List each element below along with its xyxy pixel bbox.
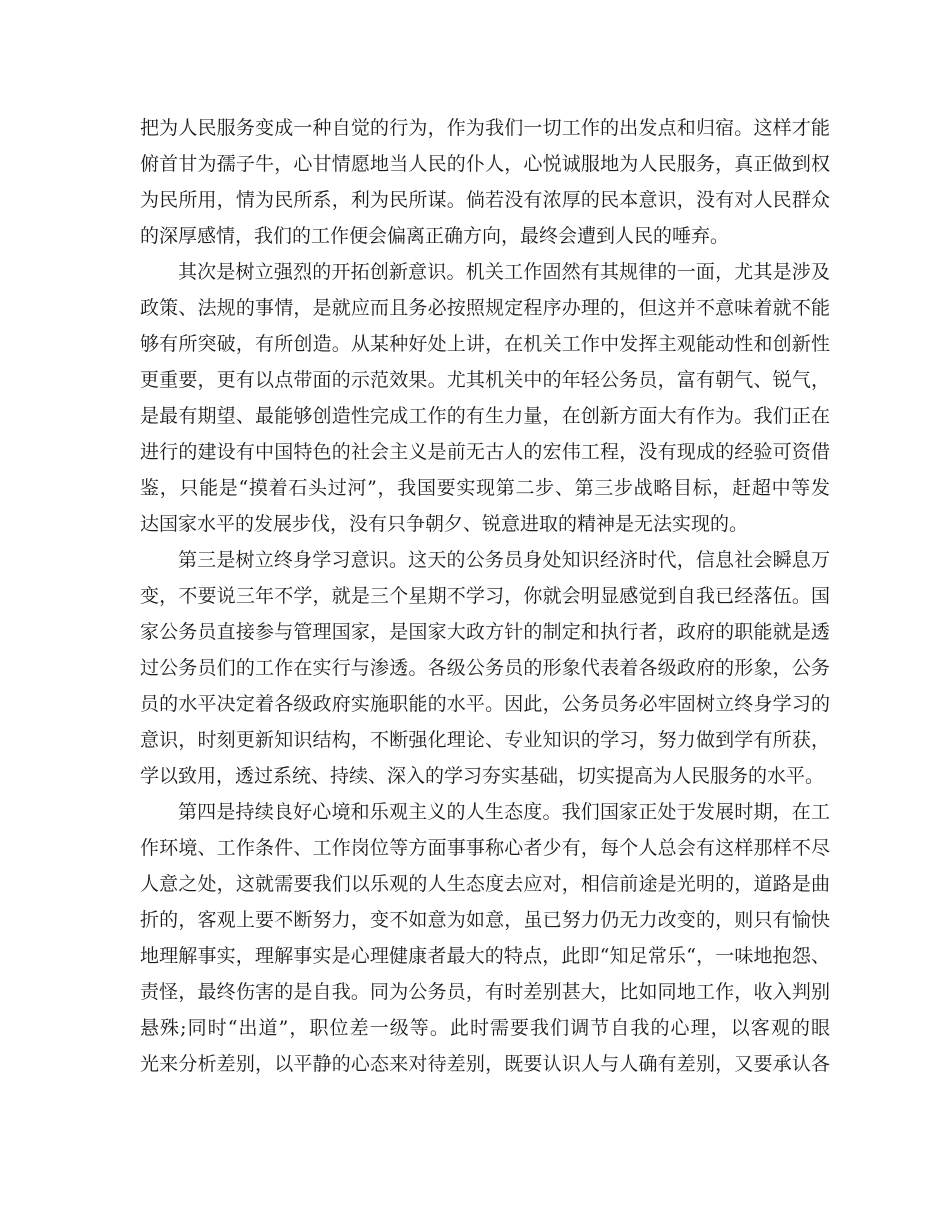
text-line: 责怪，最终伤害的是自我。同为公务员，有时差别甚大，比如同地工作，收入判别	[140, 981, 830, 1003]
text-line: 够有所突破，有所创造。从某种好处上讲，在机关工作中发挥主观能动性和创新性	[140, 333, 830, 355]
text-line: 地理解事实，理解事实是心理健康者最大的特点，此即“知足常乐“，一味地抱怨、	[140, 945, 830, 967]
text-line: 的深厚感情，我们的工作便会偏离正确方向，最终会遭到人民的唾弃。	[140, 225, 730, 247]
text-line: 是最有期望、最能够创造性完成工作的有生力量，在创新方面大有作为。我们正在	[140, 405, 830, 427]
text-line: 意识，时刻更新知识结构，不断强化理论、专业知识的学习，努力做到学有所获，	[140, 729, 830, 751]
body-text	[140, 110, 830, 1082]
text-line: 第三是树立终身学习意识。这天的公务员身处知识经济时代，信息社会瞬息万	[178, 549, 830, 571]
text-line: 鉴，只能是“摸着石头过河”，我国要实现第二步、第三步战略目标，赶超中等发	[140, 477, 830, 499]
text-line: 俯首甘为孺子牛，心甘情愿地当人民的仆人，心悦诚服地为人民服务，真正做到权	[140, 153, 830, 175]
paragraph-3	[140, 542, 830, 794]
text-line: 员的水平决定着各级政府实施职能的水平。因此，公务员务必牢固树立终身学习的	[140, 693, 830, 715]
text-line: 为民所用，情为民所系，利为民所谋。倘若没有浓厚的民本意识，没有对人民群众	[140, 189, 830, 211]
text-line: 家公务员直接参与管理国家，是国家大政方针的制定和执行者，政府的职能就是透	[140, 621, 830, 643]
text-line: 政策、法规的事情，是就应而且务必按照规定程序办理的，但这并不意味着就不能	[140, 297, 830, 319]
paragraph-2	[140, 254, 830, 542]
text-line: 达国家水平的发展步伐，没有只争朝夕、锐意进取的精神是无法实现的。	[140, 513, 749, 535]
text-line: 变，不要说三年不学，就是三个星期不学习，你就会明显感觉到自我已经落伍。国	[140, 585, 830, 607]
text-line: 作环境、工作条件、工作岗位等方面事事称心者少有，每个人总会有这样那样不尽	[140, 837, 830, 859]
text-line: 更重要，更有以点带面的示范效果。尤其机关中的年轻公务员，富有朝气、锐气，	[140, 369, 830, 391]
paragraph-4	[140, 794, 830, 1082]
text-line: 折的，客观上要不断努力，变不如意为如意，虽已努力仍无力改变的，则只有愉快	[140, 909, 830, 931]
text-line: 进行的建设有中国特色的社会主义是前无古人的宏伟工程，没有现成的经验可资借	[140, 441, 830, 463]
text-line: 光来分析差别，以平静的心态来对待差别，既要认识人与人确有差别，又要承认各	[140, 1053, 830, 1075]
paragraph-1	[140, 110, 830, 254]
text-line: 学以致用，透过系统、持续、深入的学习夯实基础，切实提高为人民服务的水平。	[140, 765, 825, 787]
text-line: 第四是持续良好心境和乐观主义的人生态度。我们国家正处于发展时期，在工	[178, 801, 830, 823]
text-line: 悬殊;同时“出道”，职位差一级等。此时需要我们调节自我的心理，以客观的眼	[140, 1017, 830, 1039]
text-line: 把为人民服务变成一种自觉的行为，作为我们一切工作的出发点和归宿。这样才能	[140, 117, 830, 139]
text-line: 其次是树立强烈的开拓创新意识。机关工作固然有其规律的一面，尤其是涉及	[178, 261, 830, 283]
text-line: 人意之处，这就需要我们以乐观的人生态度去应对，相信前途是光明的，道路是曲	[140, 873, 830, 895]
text-line: 过公务员们的工作在实行与渗透。各级公务员的形象代表着各级政府的形象，公务	[140, 657, 830, 679]
